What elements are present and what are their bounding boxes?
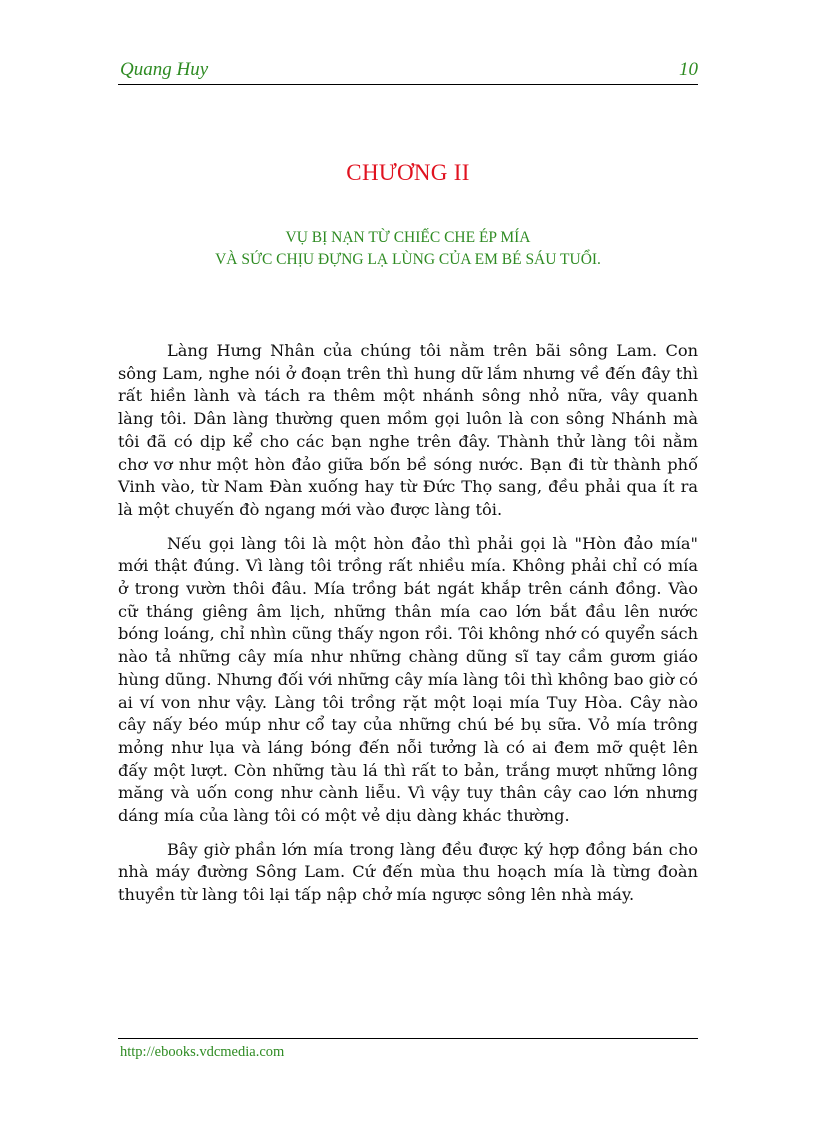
footer-url-link[interactable]: http://ebooks.vdcmedia.com: [120, 1044, 285, 1060]
chapter-subtitle-line-2: VÀ SỨC CHỊU ĐỰNG LẠ LÙNG CỦA EM BÉ SÁU TUỔI.: [215, 251, 601, 268]
header-author: Quang Huy: [120, 59, 209, 80]
paragraph-3: Bây giờ phần lớn mía trong làng đều được ký hợp đồng bán cho nhà máy đường Sông Lam. Cứ đến mùa thu hoạch mía là từng đoàn thuyền từ làng tôi lại tấp nập chở mía ngược sông lên nhà máy.: [118, 839, 698, 905]
paragraph-2: Nếu gọi làng tôi là một hòn đảo thì phải gọi là "Hòn đảo mía" mới thật đúng. Vì làng tôi trồng rất nhiều mía. Không phải chỉ có mía ở trong vườn thôi đâu. Mía trồng bát ngát khắp trên cánh đồng. Vào cữ tháng giêng âm lịch, những thân mía cao lớn bắt đầu lên nước bóng loáng, chỉ nhìn cũng thấy ngon rồi. Tôi không nhớ có quyển sách nào tả những cây mía như những chàng dũng sĩ tay cầm gươm giáo hùng dũng. Nhưng đối với những cây mía làng tôi thì không bao giờ có ai ví von như vậy. Làng tôi trồng rặt một loại mía Tuy Hòa. Cây nào cây nấy béo múp như cổ tay của những chú bé bụ sữa. Vỏ mía trông mỏng như lụa và láng bóng đến nỗi tưởng là có ai đem mỡ quệt lên đấy một lượt. Còn những tàu lá thì rất to bản, trắng mượt những lông măng và uốn cong như cành liễu. Vì vậy tuy thân cây cao lớn nhưng dáng mía của làng tôi có một vẻ dịu dàng khác thường.: [118, 533, 698, 826]
paragraph-1: Làng Hưng Nhân của chúng tôi nằm trên bãi sông Lam. Con sông Lam, nghe nói ở đoạn trên thì hung dữ lắm nhưng về đến đây thì rất hiền lành và tách ra thêm một nhánh sông nhỏ nữa, vây quanh làng tôi. Dân làng thường quen mồm gọi luôn là con sông Nhánh mà tôi đã có dịp kể cho các bạn nghe trên đây. Thành thử làng tôi nằm chơ vơ như một hòn đảo giữa bốn bề sóng nước. Bạn đi từ thành phố Vinh vào, từ Nam Đàn xuống hay từ Đức Thọ sang, đều phải qua ít ra là một chuyến đò ngang mới vào được làng tôi.: [118, 341, 698, 519]
chapter-subtitle: [118, 227, 698, 271]
chapter-body: [118, 340, 698, 918]
chapter-subtitle-line-1: VỤ BỊ NẠN TỪ CHIẾC CHE ÉP MÍA: [285, 229, 531, 246]
page-header: [118, 58, 698, 85]
chapter-title: CHƯƠNG II: [346, 160, 470, 185]
header-page-number: 10: [679, 59, 698, 80]
page-footer: [118, 1038, 698, 1060]
